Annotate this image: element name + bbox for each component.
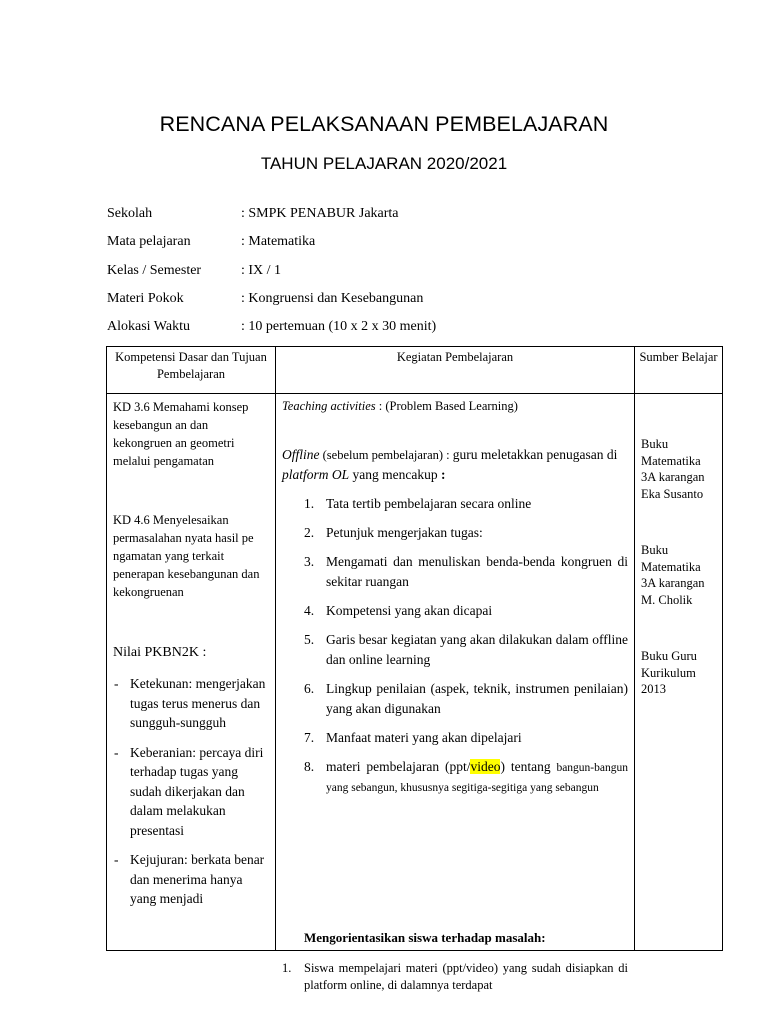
info-label: Materi Pokok: [107, 291, 184, 306]
list-item: - Keberanian: percaya diri terhadap tugas yang sudah dikerjakan dan dalam melakukan presentasi: [114, 744, 264, 838]
document-subtitle: TAHUN PELAJARAN 2020/2021: [260, 154, 508, 173]
info-label: Sekolah: [107, 206, 153, 221]
list-item: 1. Tata tertib pembelajaran secara online: [304, 496, 532, 511]
list-item: 7. Manfaat materi yang akan dipelajari: [304, 730, 522, 745]
list-item: - Ketekunan: mengerjakan tugas terus menerus dan sungguh-sungguh: [114, 676, 266, 730]
nilai-pkbn2k-title: Nilai PKBN2K :: [113, 645, 207, 660]
offline-intro: Offline (sebelum pembelajaran) : guru meletakkan penugasan di platform OL yang mencakup :: [282, 447, 618, 482]
list-item: 6. Lingkup penilaian (aspek, teknik, instrumen penilaian) yang akan digunakan: [304, 681, 628, 716]
source-item: Buku Guru Kurikulum 2013: [641, 649, 697, 696]
sumber-cell: [635, 394, 723, 951]
document-title: RENCANA PELAKSANAAN PEMBELAJARAN: [159, 112, 609, 136]
kd-3-6: KD 3.6 Memahami konsep kesebangun an dan kekongruen an geometri melalui pengamatan: [113, 400, 249, 468]
list-item: - Kejujuran: berkata benar dan menerima hanya yang menjadi: [114, 852, 265, 906]
highlighted-text: video: [470, 759, 501, 774]
info-label: Kelas / Semester: [107, 263, 202, 278]
header-kompetensi-dasar: Kompetensi Dasar dan Tujuan Pembelajaran: [107, 347, 276, 394]
kegiatan-cell: [276, 394, 635, 992]
header-sumber-belajar: Sumber Belajar: [635, 347, 723, 394]
lesson-plan-table: [106, 346, 723, 992]
kompetensi-cell: [107, 394, 276, 951]
task-item: 1. Siswa mempelajari materi (ppt/video) yang sudah disiapkan di platform online, di dalamnya terdapat: [282, 961, 628, 992]
info-value: : Kongruensi dan Kesebangunan: [241, 291, 424, 306]
table-header-row: [107, 347, 723, 394]
list-item: 5. Garis besar kegiatan yang akan dilakukan dalam offline dan online learning: [304, 632, 628, 667]
info-value: : 10 pertemuan (10 x 2 x 30 menit): [241, 319, 437, 334]
info-label: Mata pelajaran: [107, 234, 191, 249]
info-value: : SMPK PENABUR Jakarta: [241, 206, 399, 221]
info-value: : Matematika: [241, 234, 316, 249]
list-item: 4. Kompetensi yang akan dicapai: [304, 603, 493, 618]
source-item: Buku Matematika 3A karangan Eka Susanto: [641, 437, 705, 501]
header-kegiatan-pembelajaran: Kegiatan Pembelajaran: [276, 347, 635, 394]
list-item: 8. materi pembelajaran (ppt/video) tentang bangun-bangun yang sebangun, khususnya segitiga-segitiga yang sebangun: [304, 759, 628, 794]
orientation-heading: Mengorientasikan siswa terhadap masalah:: [304, 930, 546, 945]
kd-4-6: KD 4.6 Menyelesaikan permasalahan nyata hasil pe ngamatan yang terkait penerapan kesebangunan dan kekongruenan: [113, 513, 260, 599]
values-list: [113, 674, 269, 909]
table-row: [107, 394, 723, 951]
list-item: 2. Petunjuk mengerjakan tugas:: [304, 525, 483, 540]
list-item: 3. Mengamati dan menuliskan benda-benda kongruen di sekitar ruangan: [304, 554, 628, 589]
info-value: : IX / 1: [241, 263, 282, 278]
offline-steps-list: [282, 494, 628, 797]
info-label: Alokasi Waktu: [107, 319, 190, 334]
source-item: Buku Matematika 3A karangan M. Cholik: [641, 543, 705, 607]
teaching-activities: Teaching activities : (Problem Based Learning): [282, 399, 518, 413]
